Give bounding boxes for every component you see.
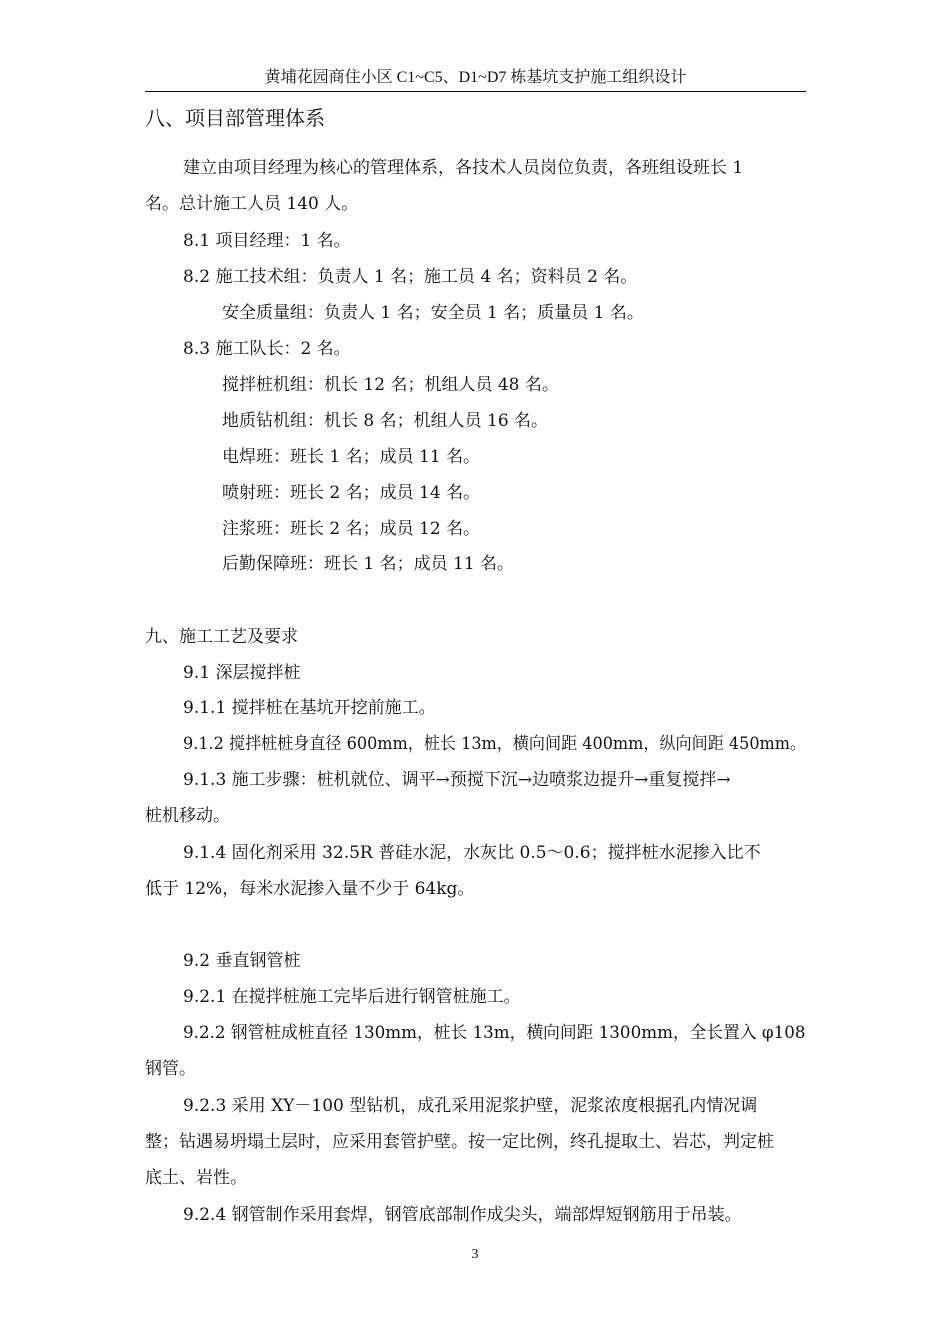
item-9-2-2-cont: 钢管。 xyxy=(145,1059,196,1079)
crew-item: 地质钻机组：机长 8 名；机组人员 16 名。 xyxy=(222,411,549,431)
item-9-2-3-cont: 整；钻遇易坍塌土层时，应采用套管护壁。按一定比例，终孔提取土、岩芯，判定桩 xyxy=(145,1132,774,1152)
crew-item: 后勤保障班：班长 1 名；成员 11 名。 xyxy=(222,554,515,574)
header-rule xyxy=(145,91,806,92)
section-8-intro-line2: 名。总计施工人员 140 人。 xyxy=(145,194,359,214)
item-9-2-3-cont: 底土、岩性。 xyxy=(145,1168,247,1188)
crew-item: 电焊班：班长 1 名；成员 11 名。 xyxy=(222,447,481,467)
page-header: 黄埔花园商住小区 C1~C5、D1~D7 栋基坑支护施工组织设计 xyxy=(264,69,687,86)
item-9-1-3: 9.1.3 施工步骤：桩机就位、调平→预搅下沉→边喷浆边提升→重复搅拌→ xyxy=(183,770,731,790)
section-9-heading: 九、施工工艺及要求 xyxy=(145,627,298,647)
item-9-2-2: 9.2.2 钢管桩成桩直径 130mm，桩长 13m，横向间距 1300mm，全长置入 φ108 xyxy=(183,1023,806,1043)
item-9-2-3: 9.2.3 采用 XY－100 型钻机，成孔采用泥浆护壁，泥浆浓度根据孔内情况调 xyxy=(183,1096,758,1116)
crew-item: 喷射班：班长 2 名；成员 14 名。 xyxy=(222,483,481,503)
item-8-1: 8.1 项目经理：1 名。 xyxy=(183,231,351,251)
item-9-1-4: 9.1.4 固化剂采用 32.5R 普硅水泥，水灰比 0.5～0.6；搅拌桩水泥掺入比不 xyxy=(183,843,761,863)
item-9-1-4-cont: 低于 12%，每米水泥掺入量不少于 64kg。 xyxy=(145,879,475,899)
item-8-3: 8.3 施工队长：2 名。 xyxy=(183,339,351,359)
crew-item: 注浆班：班长 2 名；成员 12 名。 xyxy=(222,519,481,539)
item-9-1-2: 9.1.2 搅拌桩桩身直径 600mm，桩长 13m，横向间距 400mm，纵向间距 450mm。 xyxy=(183,734,807,754)
item-9-2-4: 9.2.4 钢管制作采用套焊，钢管底部制作成尖头，端部焊短钢筋用于吊装。 xyxy=(183,1205,742,1225)
item-8-2: 8.2 施工技术组：负责人 1 名；施工员 4 名；资料员 2 名。 xyxy=(183,267,638,287)
page-number: 3 xyxy=(471,1247,479,1262)
item-9-1-3-cont: 桩机移动。 xyxy=(145,806,230,826)
item-8-2-safety: 安全质量组：负责人 1 名；安全员 1 名；质量员 1 名。 xyxy=(222,303,644,323)
crew-item: 搅拌桩机组：机长 12 名；机组人员 48 名。 xyxy=(222,375,559,395)
subsection-9-2: 9.2 垂直钢管桩 xyxy=(183,951,301,971)
item-9-1-1: 9.1.1 搅拌桩在基坑开挖前施工。 xyxy=(183,698,436,718)
subsection-9-1: 9.1 深层搅拌桩 xyxy=(183,663,301,683)
section-8-intro-line1: 建立由项目经理为核心的管理体系，各技术人员岗位负责，各班组设班长 1 xyxy=(183,158,744,178)
item-9-2-1: 9.2.1 在搅拌桩施工完毕后进行钢管桩施工。 xyxy=(183,987,521,1007)
section-8-heading: 八、项目部管理体系 xyxy=(145,106,325,130)
